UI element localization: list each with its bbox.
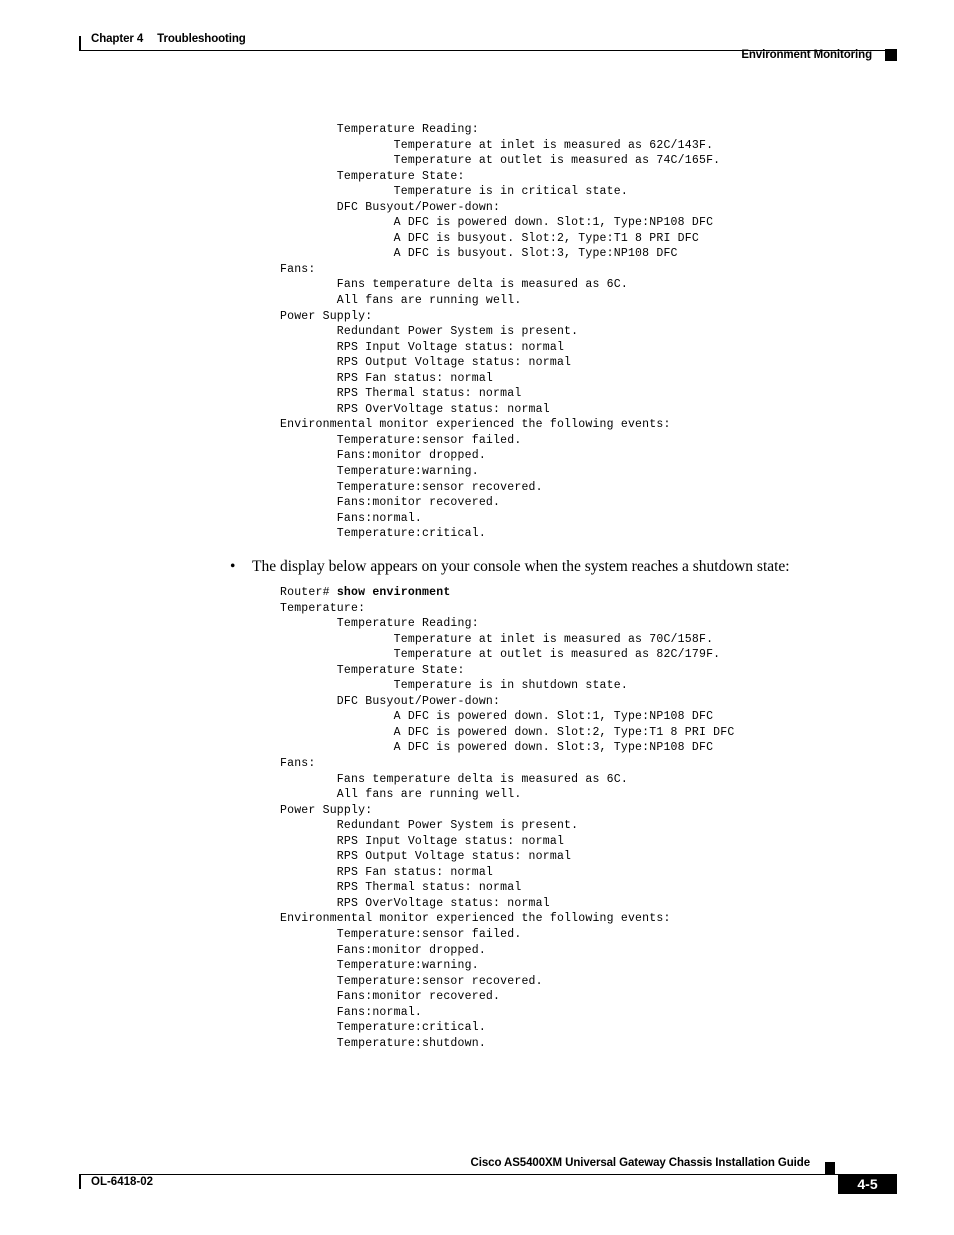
code-line: Temperature at outlet is measured as 74C/165F. <box>280 154 721 168</box>
code-line: Temperature:warning. <box>280 465 479 479</box>
code-line: Temperature:sensor failed. <box>280 433 522 447</box>
code-line: RPS Output Voltage status: normal <box>280 850 572 864</box>
code-line: Fans:normal. <box>280 1005 423 1019</box>
code-line: Temperature:sensor recovered. <box>280 480 543 494</box>
guide-title: Cisco AS5400XM Universal Gateway Chassis Installation Guide <box>470 1157 810 1169</box>
code-line: Temperature:warning. <box>280 959 479 973</box>
code-line: All fans are running well. <box>280 788 522 802</box>
code-line: Fans temperature delta is measured as 6C. <box>280 772 628 786</box>
command-line <box>280 585 734 601</box>
code-line: RPS Thermal status: normal <box>280 881 522 895</box>
code-line: DFC Busyout/Power-down: <box>280 200 501 214</box>
code-line: All fans are running well. <box>280 294 522 308</box>
header-left-bar <box>79 36 81 50</box>
code-line: Fans:monitor dropped. <box>280 449 486 463</box>
chapter-label: Chapter 4 <box>91 33 144 45</box>
code-line: A DFC is powered down. Slot:1, Type:NP108 DFC <box>280 710 714 724</box>
code-line: RPS Input Voltage status: normal <box>280 340 565 354</box>
code-line: RPS OverVoltage status: normal <box>280 896 550 910</box>
code-line: A DFC is busyout. Slot:2, Type:T1 8 PRI DFC <box>280 231 699 245</box>
code-line: Fans:monitor recovered. <box>280 496 501 510</box>
code-line: RPS Thermal status: normal <box>280 387 522 401</box>
footer-marker-block <box>825 1162 835 1174</box>
chapter-title: Troubleshooting <box>157 33 246 45</box>
command-prompt: Router# <box>280 586 337 599</box>
code-line: Fans:normal. <box>280 511 423 525</box>
code-line: Environmental monitor experienced the following events: <box>280 912 671 926</box>
document-number: OL-6418-02 <box>91 1176 154 1188</box>
code-line: Temperature at inlet is measured as 62C/143F. <box>280 138 714 152</box>
footer-left-bar <box>79 1175 81 1189</box>
code-line: A DFC is busyout. Slot:3, Type:NP108 DFC <box>280 247 678 261</box>
code-block-output-shutdown <box>280 585 734 1051</box>
code-line: RPS Output Voltage status: normal <box>280 356 572 370</box>
section-title: Environment Monitoring <box>741 49 872 61</box>
command-text: show environment <box>336 586 451 599</box>
code-line: Temperature State: <box>280 663 465 677</box>
code-line: Fans:monitor dropped. <box>280 943 486 957</box>
code-line: Temperature at inlet is measured as 70C/158F. <box>280 632 714 646</box>
code-line: Fans: <box>280 262 316 276</box>
code-line: A DFC is powered down. Slot:2, Type:T1 8 PRI DFC <box>280 725 735 739</box>
code-line: A DFC is powered down. Slot:3, Type:NP108 DFC <box>280 741 714 755</box>
code-block-output-critical <box>280 122 720 542</box>
code-line: Temperature is in shutdown state. <box>280 679 628 693</box>
running-header-chapter <box>91 33 246 45</box>
code-line: Temperature:critical. <box>280 1021 486 1035</box>
code-line: Temperature:sensor recovered. <box>280 974 543 988</box>
code-line: Environmental monitor experienced the following events: <box>280 418 671 432</box>
header-marker-block <box>885 49 897 61</box>
code-line: RPS OverVoltage status: normal <box>280 402 550 416</box>
code-line: Temperature Reading: <box>280 123 479 136</box>
code-line: Redundant Power System is present. <box>280 325 579 339</box>
code-line: Redundant Power System is present. <box>280 819 579 833</box>
code-line: RPS Input Voltage status: normal <box>280 834 565 848</box>
bullet-symbol: • <box>230 558 236 575</box>
code-line: Fans temperature delta is measured as 6C. <box>280 278 628 292</box>
code-line: Temperature at outlet is measured as 82C/179F. <box>280 648 721 662</box>
code-line: Temperature: <box>280 601 366 615</box>
code-line: Power Supply: <box>280 803 373 817</box>
code-line: Temperature:shutdown. <box>280 1036 486 1050</box>
code-line: Fans: <box>280 757 316 771</box>
code-line: Temperature Reading: <box>280 617 479 631</box>
code-line: RPS Fan status: normal <box>280 371 494 385</box>
footer-rule <box>79 1174 896 1175</box>
code-line: Temperature is in critical state. <box>280 185 628 199</box>
code-line: DFC Busyout/Power-down: <box>280 694 501 708</box>
code-line: Temperature State: <box>280 169 465 183</box>
page-number: 4-5 <box>838 1174 897 1194</box>
code-lines-container <box>280 601 734 1052</box>
code-line: Fans:monitor recovered. <box>280 990 501 1004</box>
code-line: Temperature:sensor failed. <box>280 928 522 942</box>
code-line: RPS Fan status: normal <box>280 865 494 879</box>
code-line: Power Supply: <box>280 309 373 323</box>
bullet-text: The display below appears on your console when the system reaches a shutdown state: <box>252 558 790 575</box>
code-line: Temperature:critical. <box>280 527 486 541</box>
code-line: A DFC is powered down. Slot:1, Type:NP108 DFC <box>280 216 714 230</box>
